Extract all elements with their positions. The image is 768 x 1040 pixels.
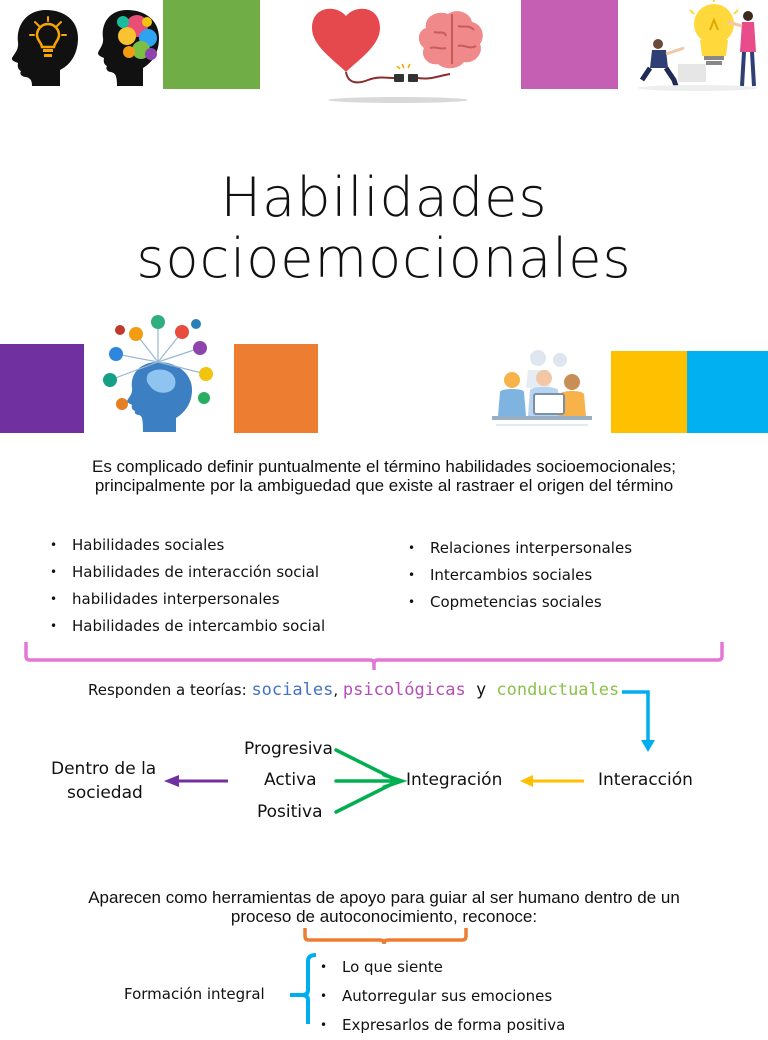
list-item: • Habilidades de interacción social (48, 559, 325, 586)
theories-line (88, 680, 619, 700)
label-positiva: Positiva (257, 802, 323, 822)
green-arrows (336, 750, 398, 812)
colorful-head-icon (97, 8, 161, 88)
label-dentro-line1: Dentro de la (51, 759, 157, 779)
label-dentro-line2: sociedad (67, 783, 143, 803)
blue-brace (290, 955, 316, 1024)
label-activa: Activa (264, 770, 317, 790)
list-item: • Habilidades sociales (48, 532, 325, 559)
pink-brace (26, 642, 722, 670)
page-title-line1: Habilidades (220, 166, 548, 229)
tools-line2: proceso de autoconocimiento, reconoce: (230, 907, 538, 926)
terms-list-right (406, 535, 632, 616)
heart-brain-icon (298, 2, 498, 108)
head-lightbulb-icon (8, 6, 83, 88)
tools-line1: Aparecen como herramientas de apoyo para guiar al ser humano dentro de un (88, 888, 680, 907)
people-lightbulb-icon (628, 0, 768, 92)
label-interaccion: Interacción (598, 770, 693, 790)
terms-list-left (48, 532, 325, 640)
theories-prefix: Responden a teorías: (88, 681, 252, 699)
cyan-square (687, 351, 768, 433)
purple-square (0, 344, 84, 433)
orange-square (234, 344, 318, 433)
list-item: • habilidades interpersonales (48, 586, 325, 613)
theory-psicologicas: psicológicas (342, 680, 466, 700)
pink-square (521, 0, 618, 89)
formacion-list (318, 953, 566, 1034)
orange-brace (305, 928, 466, 944)
intro-line1: Es complicado definir puntualmente el término habilidades socioemocionales; (92, 457, 676, 476)
list-item: • Lo que siente (318, 953, 565, 982)
team-computer-icon (486, 344, 598, 430)
yellow-square (611, 351, 687, 433)
intro-line2: principalmente por la ambiguedad que existe al rastraer el origen del término (94, 476, 674, 495)
list-item: • Autorregular sus emociones (318, 982, 565, 1011)
list-item: • Expresarlos de forma positiva (318, 1011, 565, 1040)
green-square (163, 0, 260, 89)
theories-sep2: y (465, 680, 497, 700)
label-integracion: Integración (406, 770, 503, 790)
list-item: • Copmetencias sociales (406, 589, 632, 616)
theory-sociales: sociales (251, 680, 334, 700)
page-title-line2: socioemocionales (136, 227, 632, 290)
list-item: • Intercambios sociales (406, 562, 632, 589)
label-progresiva: Progresiva (244, 739, 333, 759)
blue-arrow (622, 692, 648, 744)
theory-conductuales: conductuales (496, 680, 620, 700)
list-item: • Relaciones interpersonales (406, 535, 632, 562)
theories-sep1: , (333, 681, 343, 699)
list-item: • Habilidades de intercambio social (48, 613, 325, 640)
head-network-icon (96, 314, 224, 434)
formacion-label: Formación integral (124, 985, 265, 1003)
